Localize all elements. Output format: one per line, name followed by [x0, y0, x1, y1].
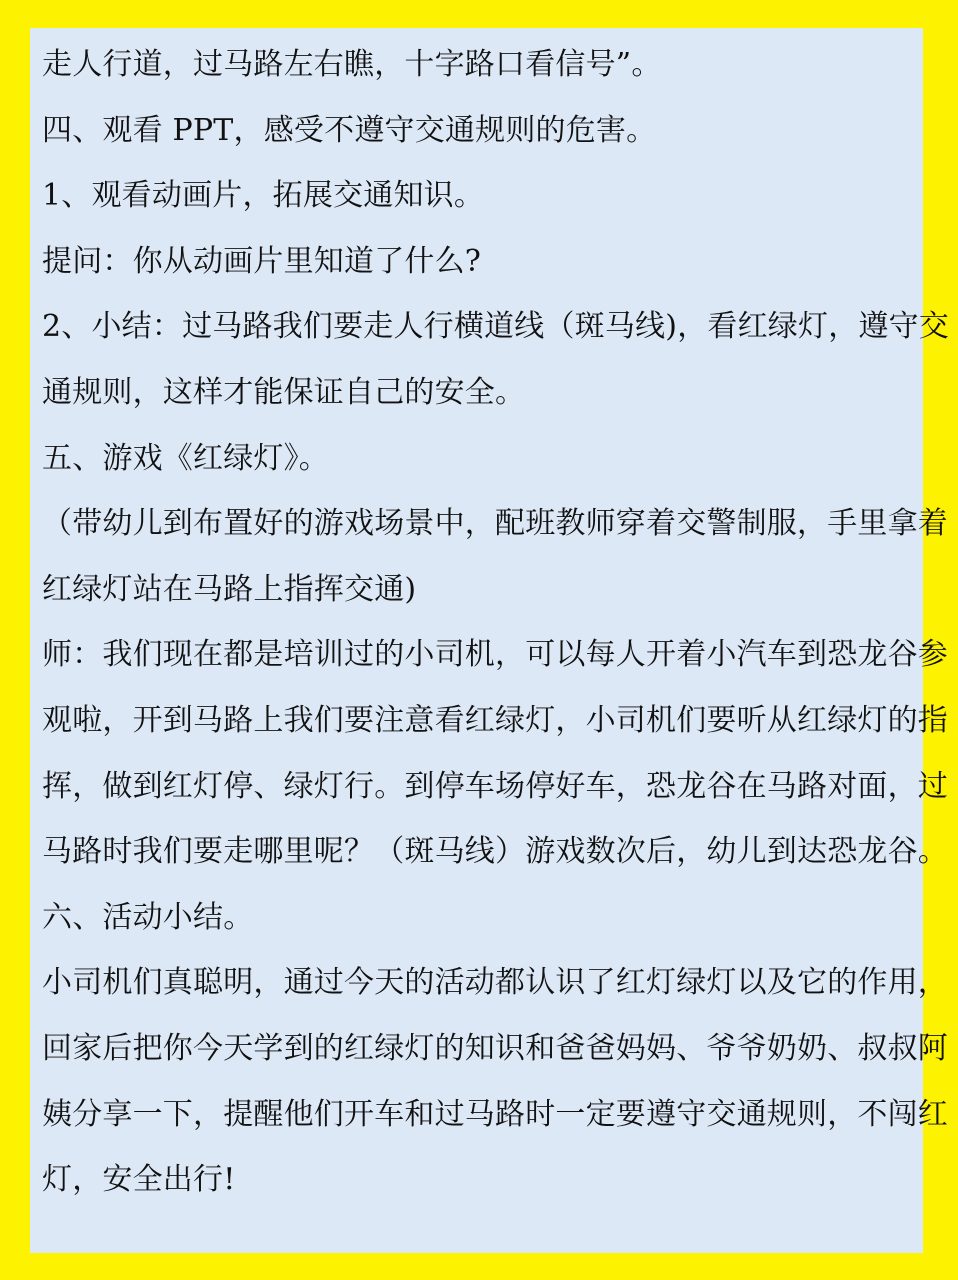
- text-line: 挥，做到红灯停、绿灯行。到停车场停好车，恐龙谷在马路对面，过: [42, 768, 948, 804]
- text-line: 观啦，开到马路上我们要注意看红绿灯，小司机们要听从红绿灯的指: [42, 702, 948, 738]
- text-line: 走人行道，过马路左右瞧，十字路口看信号”。: [42, 47, 662, 82]
- section-heading-5: 五、游戏《红绿灯》。: [42, 440, 329, 476]
- text-line: 通规则，这样才能保证自己的安全。: [42, 374, 526, 410]
- document-panel: [30, 28, 949, 1253]
- text-line: 姨分享一下，提醒他们开车和过马路时一定要遵守交通规则，不闯红: [42, 1096, 948, 1132]
- text-line: 马路时我们要走哪里呢？（斑马线）游戏数次后，幼儿到达恐龙谷。: [42, 834, 948, 870]
- text-line: 提问：你从动画片里知道了什么?: [42, 243, 482, 279]
- section-heading-4: 四、观看 PPT，感受不遵守交通规则的危害。: [42, 112, 657, 148]
- text-line: 1、观看动画片，拓展交通知识。: [42, 178, 485, 214]
- text-line: 师：我们现在都是培训过的小司机，可以每人开着小汽车到恐龙谷参: [42, 637, 948, 673]
- text-line: 小司机们真聪明，通过今天的活动都认识了红灯绿灯以及它的作用，: [42, 965, 948, 1001]
- text-line: 2、小结：过马路我们要走人行横道线（斑马线)，看红绿灯，遵守交: [42, 309, 949, 345]
- section-heading-6: 六、活动小结。: [42, 899, 254, 935]
- text-line: （带幼儿到布置好的游戏场景中，配班教师穿着交警制服，手里拿着: [42, 506, 948, 542]
- text-line: 红绿灯站在马路上指挥交通): [42, 571, 417, 607]
- text-line: 回家后把你今天学到的红绿灯的知识和爸爸妈妈、爷爷奶奶、叔叔阿: [42, 1030, 948, 1066]
- text-line: 灯，安全出行!: [42, 1162, 236, 1198]
